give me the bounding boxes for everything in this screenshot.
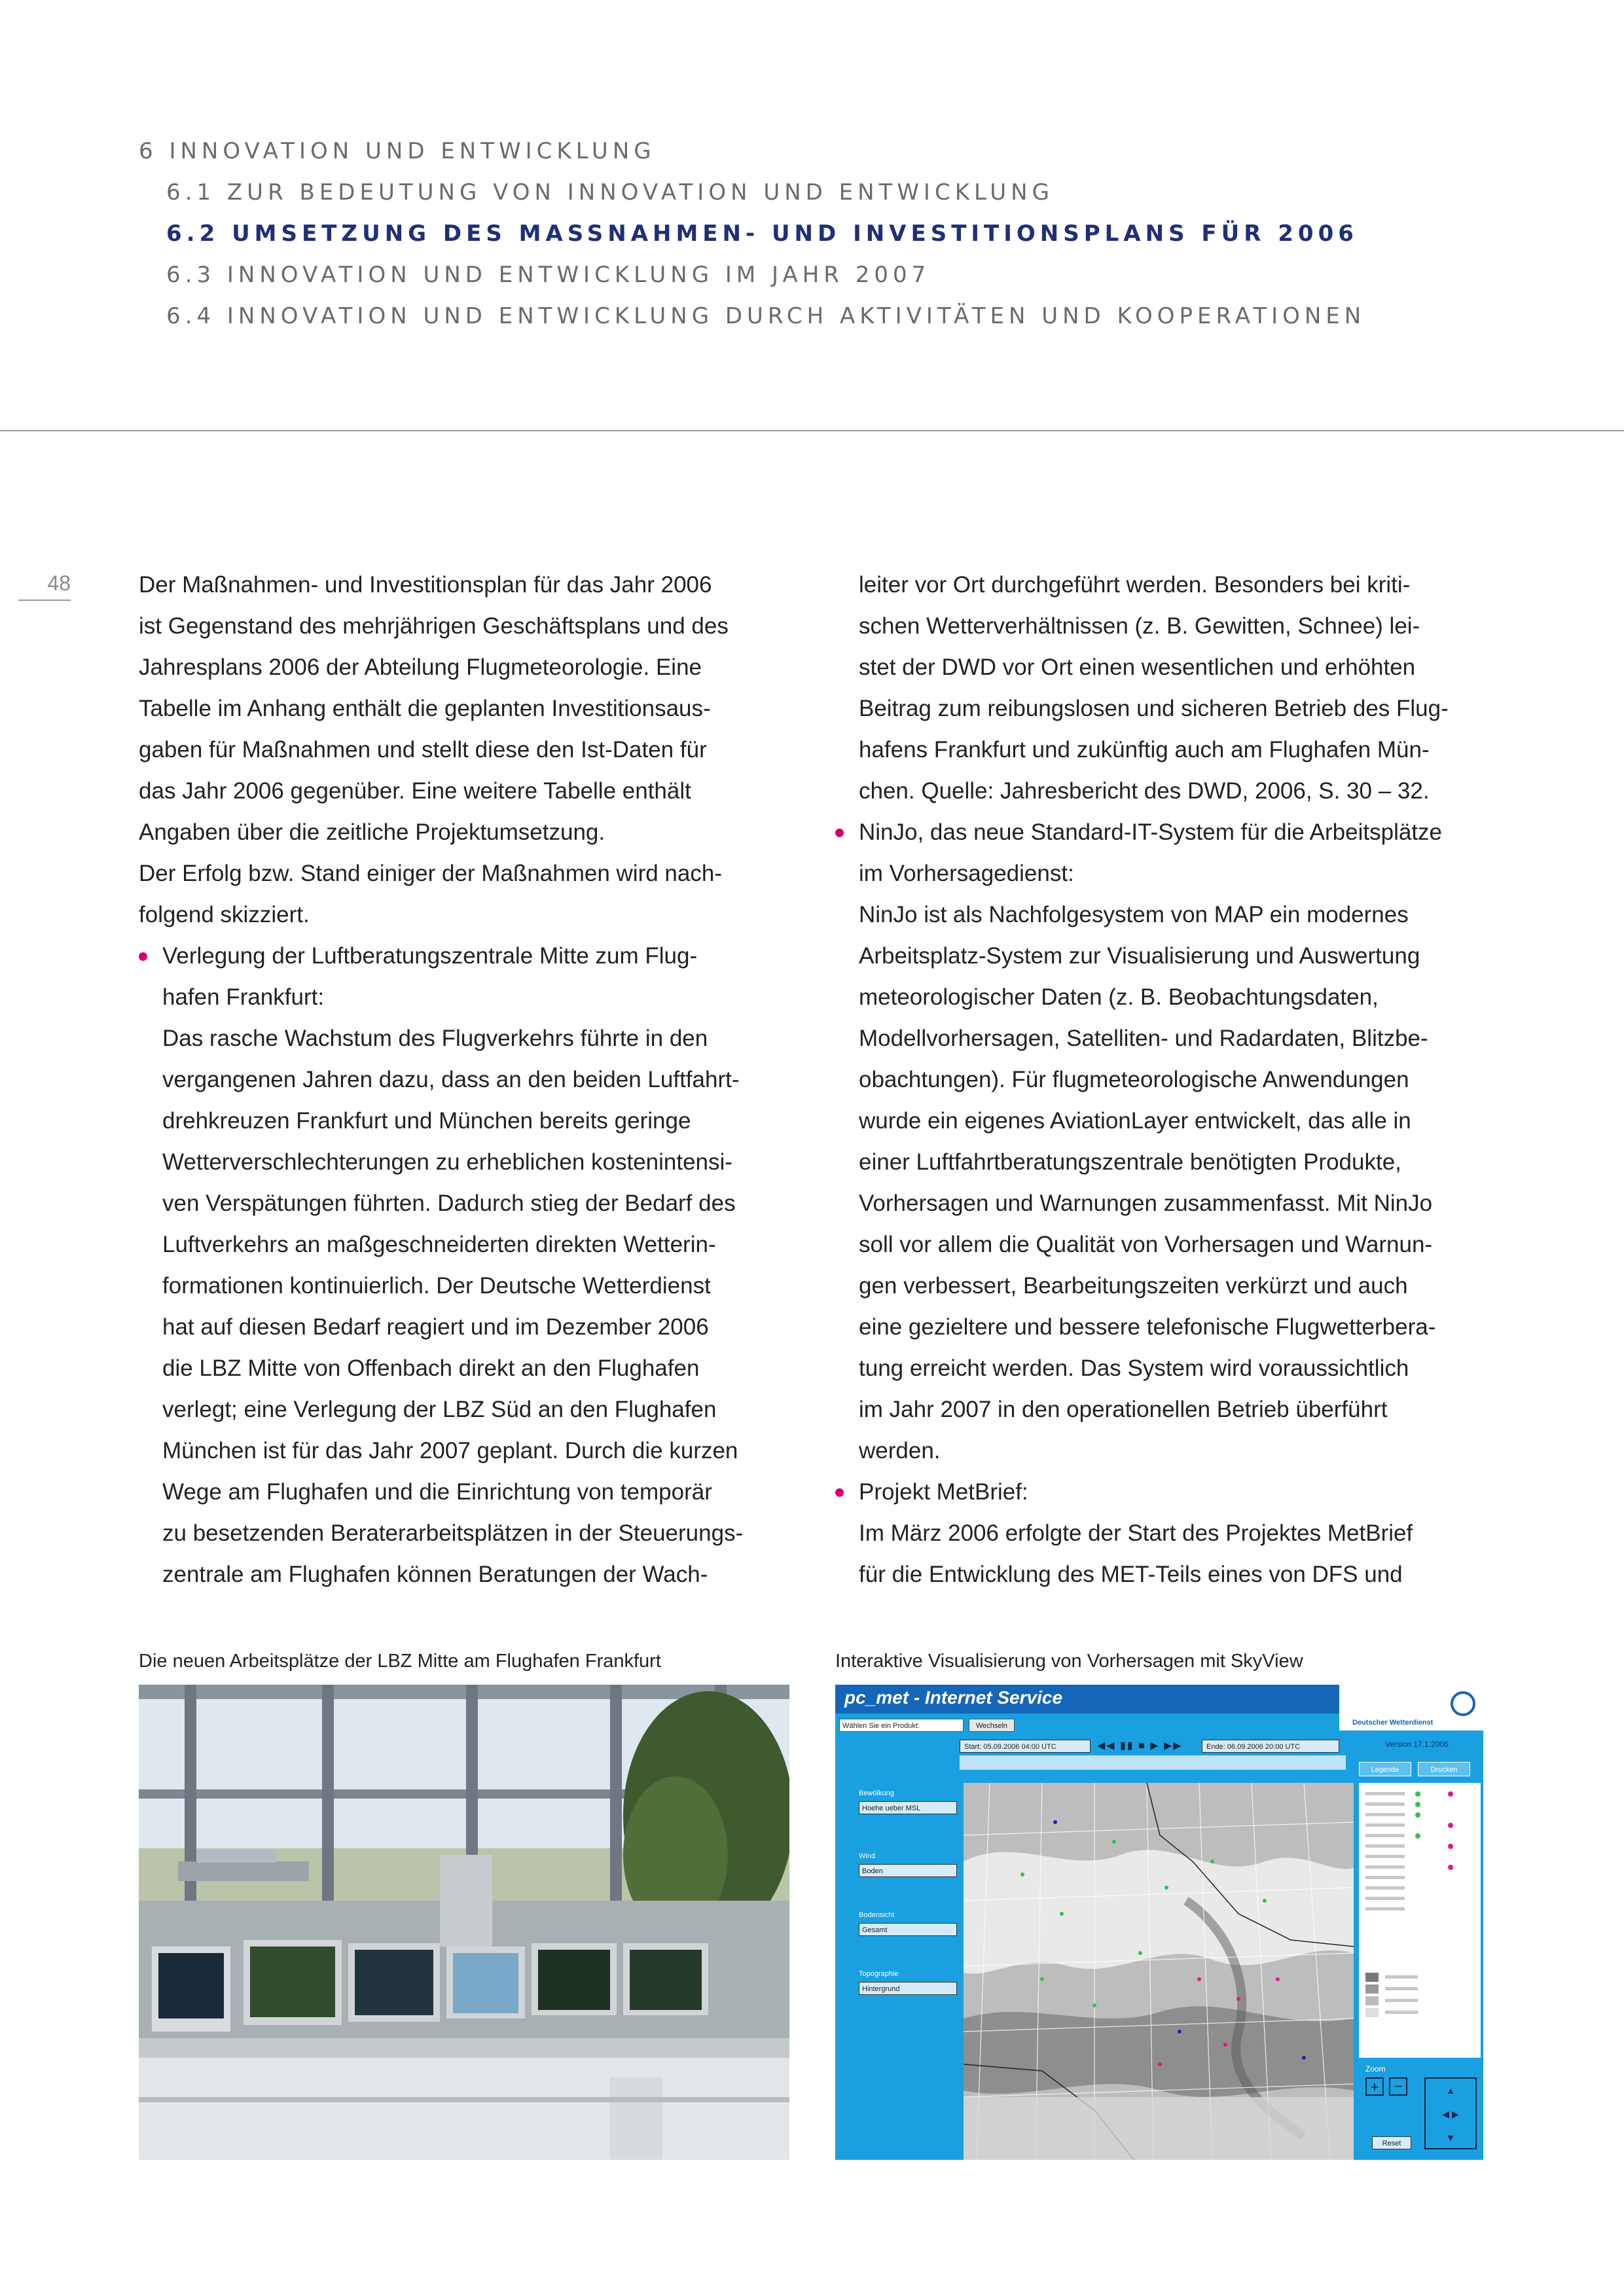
text-line: Im März 2006 erfolgte der Start des Projektes MetBrief <box>859 1520 1413 1546</box>
control-room-photo <box>139 1685 789 2160</box>
left-text-column <box>139 564 743 1595</box>
panel-select-topography[interactable]: Hintergrund <box>859 1982 957 1995</box>
text-line: chen. Quelle: Jahresbericht des DWD, 2006, S. 30 – 32. <box>859 778 1430 804</box>
text-line: Luftverkehrs an maßgeschneiderten direkten Wetterin- <box>162 1232 716 1257</box>
panel-select-clouds[interactable]: Hoehe ueber MSL <box>859 1801 957 1814</box>
text-line: Jahresplans 2006 der Abteilung Flugmeteorologie. Eine <box>139 655 702 680</box>
timeline-bar[interactable] <box>960 1755 1346 1770</box>
dwd-brand: Deutscher Wetterdienst <box>1352 1719 1434 1727</box>
text-line: ist Gegenstand des mehrjährigen Geschäftsplans und des <box>139 613 729 639</box>
text-line: Arbeitsplatz-System zur Visualisierung und Auswertung <box>859 943 1420 969</box>
text-line: tung erreicht werden. Das System wird voraussichtlich <box>859 1355 1409 1381</box>
app-version: Version 17.1.2006 <box>1385 1740 1449 1749</box>
text-line: obachtungen). Für flugmeteorologische Anwendungen <box>859 1067 1409 1092</box>
text-line: gen verbessert, Bearbeitungszeiten verkürzt und auch <box>859 1273 1408 1299</box>
control-room-illustration <box>139 1685 789 2160</box>
panel-select-wind[interactable]: Boden <box>859 1864 957 1877</box>
text-line: Wetterverschlechterungen zu erheblichen kostenintensi- <box>162 1149 732 1175</box>
photo-caption-skyview: Interaktive Visualisierung von Vorhersagen mit SkyView <box>835 1651 1303 1672</box>
page-number: 48 <box>18 568 71 601</box>
bullet-dot-icon <box>139 952 147 961</box>
zoom-in-icon[interactable]: + <box>1365 2077 1384 2096</box>
text-line: Vorhersagen und Warnungen zusammenfasst. Mit NinJo <box>859 1191 1433 1216</box>
right-text-column <box>835 564 1449 1595</box>
app-title: pc_met - Internet Service <box>844 1687 1063 1708</box>
text-line: werden. <box>859 1438 941 1463</box>
bullet-dot-icon <box>835 1488 844 1497</box>
text-line: stet der DWD vor Ort einen wesentlichen und erhöhten <box>859 655 1416 680</box>
bullet-item-ninjo: NinJo, das neue Standard-IT-System für die Arbeitsplätze <box>835 812 1449 853</box>
header-divider <box>0 430 1624 431</box>
text-line: soll vor allem die Qualität von Vorhersagen und Warnun- <box>859 1232 1433 1257</box>
text-line: hafen Frankfurt: <box>162 984 325 1010</box>
text-line: zu besetzenden Beraterarbeitsplätzen in der Steuerungs- <box>162 1520 744 1546</box>
text-line: Der Maßnahmen- und Investitionsplan für das Jahr 2006 <box>139 572 712 598</box>
text-line: Das rasche Wachstum des Flugverkehrs führte in den <box>162 1026 708 1051</box>
print-button[interactable]: Drucken <box>1418 1762 1470 1776</box>
toc-section-6-1: 6.1 ZUR BEDEUTUNG VON INNOVATION UND ENTWICKLUNG <box>166 179 1054 206</box>
text-line: ven Verspätungen führten. Dadurch stieg der Bedarf des <box>162 1191 736 1216</box>
toc-chapter-6: 6 INNOVATION UND ENTWICKLUNG <box>139 138 656 164</box>
text-line: eine gezieltere und bessere telefonische Flugwetterbera- <box>859 1314 1436 1340</box>
text-line: hat auf diesen Bedarf reagiert und im Dezember 2006 <box>162 1314 709 1340</box>
text-line: drehkreuzen Frankfurt und München bereits geringe <box>162 1108 691 1134</box>
forecast-map-graphic <box>964 1783 1354 2160</box>
panel-label: Topographie <box>859 1970 899 1978</box>
bullet-dot-icon <box>835 829 844 837</box>
change-product-button[interactable]: Wechseln <box>969 1719 1015 1732</box>
end-time-field[interactable]: Ende: 06.09.2006 20:00 UTC <box>1202 1740 1339 1753</box>
start-time-field[interactable]: Start: 05.09.2006 04:00 UTC <box>960 1740 1091 1753</box>
dwd-logo-icon <box>1451 1691 1475 1716</box>
text-line: Modellvorhersagen, Satelliten- und Radardaten, Blitzbe- <box>859 1026 1428 1051</box>
toc-section-6-3: 6.3 INNOVATION UND ENTWICKLUNG IM JAHR 2007 <box>166 262 931 288</box>
text-line: zentrale am Flughafen können Beratungen der Wach- <box>162 1562 708 1587</box>
panel-label: Bodensicht <box>859 1911 895 1919</box>
text-line: wurde ein eigenes AviationLayer entwickelt, das alle in <box>859 1108 1411 1134</box>
text-line: leiter vor Ort durchgeführt werden. Besonders bei kriti- <box>859 572 1411 598</box>
zoom-out-icon[interactable]: − <box>1389 2077 1407 2096</box>
table-of-contents <box>139 131 1365 337</box>
text-line: hafens Frankfurt und zukünftig auch am Flughafen Mün- <box>859 737 1430 762</box>
text-line: im Jahr 2007 in den operationellen Betrieb überführt <box>859 1397 1388 1422</box>
text-line: Wege am Flughafen und die Einrichtung von temporär <box>162 1479 712 1505</box>
toc-section-6-2-current: 6.2 UMSETZUNG DES MASSNAHMEN- UND INVESTITIONSPLANS FÜR 2006 <box>166 221 1358 247</box>
text-line: für die Entwicklung des MET-Teils eines von DFS und <box>859 1562 1403 1587</box>
text-line: formationen kontinuierlich. Der Deutsche Wetterdienst <box>162 1273 711 1299</box>
text-line: schen Wetterverhältnissen (z. B. Gewitten, Schnee) lei- <box>859 613 1420 639</box>
legend-panel <box>1359 1783 1481 2058</box>
text-line: Tabelle im Anhang enthält die geplanten Investitionsaus- <box>139 696 711 721</box>
panel-label: Bewölkung <box>859 1789 894 1797</box>
reset-button[interactable]: Reset <box>1372 2136 1411 2149</box>
product-select[interactable]: Wählen Sie ein Produkt: <box>839 1719 964 1732</box>
panel-select-visibility[interactable]: Gesamt <box>859 1923 957 1936</box>
text-line: Der Erfolg bzw. Stand einiger der Maßnahmen wird nach- <box>139 861 722 886</box>
panel-label: Wind <box>859 1852 876 1860</box>
text-line: das Jahr 2006 gegenüber. Eine weitere Tabelle enthält <box>139 778 691 804</box>
text-line: im Vorhersagedienst: <box>859 861 1074 886</box>
text-line: gaben für Maßnahmen und stellt diese den Ist-Daten für <box>139 737 707 762</box>
legend-swatches <box>1359 1783 1481 2058</box>
forecast-map[interactable] <box>964 1783 1354 2160</box>
bullet-item-lbz: Verlegung der Luftberatungszentrale Mitte zum Flug- <box>139 935 743 977</box>
playback-controls[interactable]: ◀◀ ▮▮ ■ ▶ ▶▶ <box>1097 1740 1183 1751</box>
text-line: die LBZ Mitte von Offenbach direkt an den Flughafen <box>162 1355 700 1381</box>
zoom-label: Zoom <box>1365 2064 1386 2073</box>
legend-button[interactable]: Legende <box>1359 1762 1411 1776</box>
text-line: meteorologischer Daten (z. B. Beobachtungsdaten, <box>859 984 1379 1010</box>
photo-caption-workplaces: Die neuen Arbeitsplätze der LBZ Mitte am Flughafen Frankfurt <box>139 1651 661 1672</box>
skyview-screenshot <box>835 1685 1483 2160</box>
text-line: einer Luftfahrtberatungszentrale benötigten Produkte, <box>859 1149 1401 1175</box>
text-line: München ist für das Jahr 2007 geplant. Durch die kurzen <box>162 1438 738 1463</box>
text-line: folgend skizziert. <box>139 902 310 927</box>
bullet-item-metbrief: Projekt MetBrief: <box>835 1471 1449 1513</box>
text-line: Beitrag zum reibungslosen und sicheren Betrieb des Flug- <box>859 696 1449 721</box>
text-line: NinJo ist als Nachfolgesystem von MAP ein modernes <box>859 902 1409 927</box>
text-line: vergangenen Jahren dazu, dass an den beiden Luftfahrt- <box>162 1067 740 1092</box>
pan-arrows-icon[interactable]: ▲ ◀ ▶ ▼ <box>1424 2077 1477 2149</box>
text-line: verlegt; eine Verlegung der LBZ Süd an den Flughafen <box>162 1397 717 1422</box>
toc-section-6-4: 6.4 INNOVATION UND ENTWICKLUNG DURCH AKTIVITÄTEN UND KOOPERATIONEN <box>166 303 1366 329</box>
text-line: Angaben über die zeitliche Projektumsetzung. <box>139 819 605 845</box>
